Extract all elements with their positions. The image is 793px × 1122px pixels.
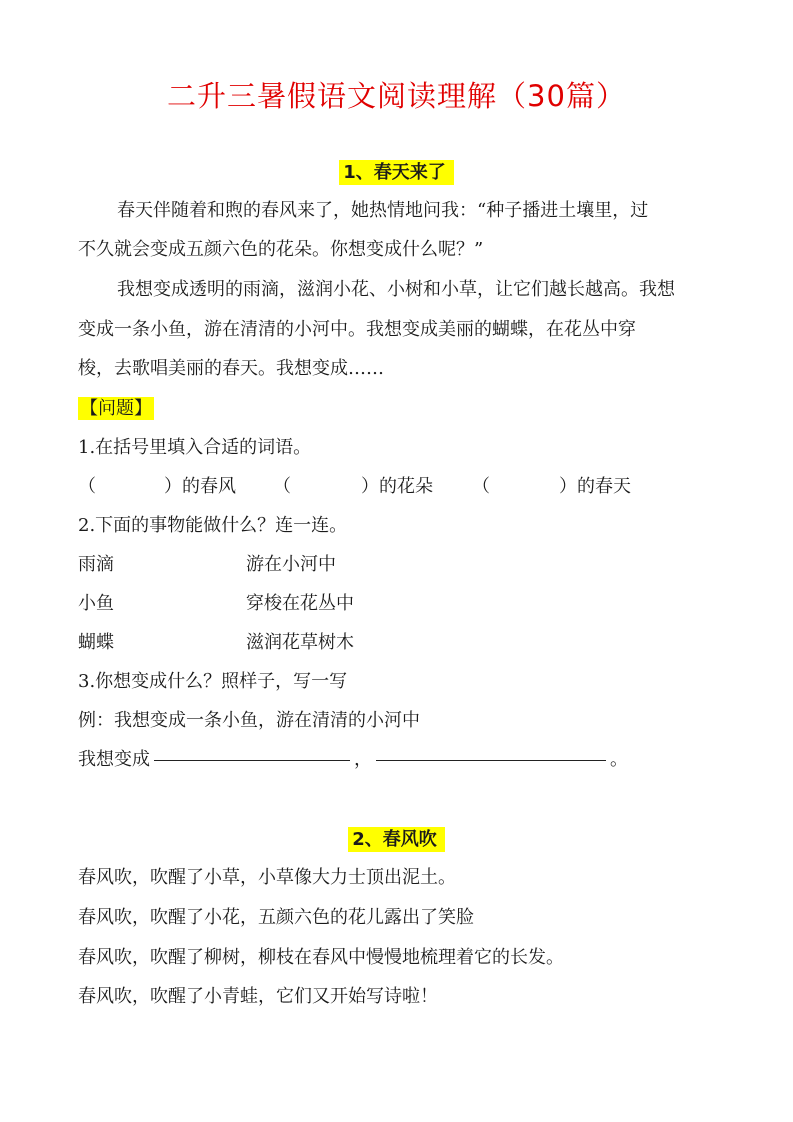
match-right-3: 滋润花草树木 <box>246 632 354 653</box>
question-1: 1.在括号里填入合适的词语。 <box>78 437 312 458</box>
section-2-heading: 2、春风吹 <box>0 825 793 851</box>
match-left-3: 蝴蝶 <box>78 632 114 653</box>
questions-label: 【问题】 <box>80 398 152 419</box>
question-2: 2.下面的事物能做什么？连一连。 <box>78 515 348 536</box>
match-right-2: 穿梭在花丛中 <box>246 593 354 614</box>
section-1-paragraph-2-line-3: 梭，去歌唱美丽的春天。我想变成…… <box>78 358 384 379</box>
question-3-example: 例：我想变成一条小鱼，游在清清的小河中 <box>78 710 420 731</box>
match-right-1: 游在小河中 <box>246 554 336 575</box>
question-1-blanks <box>78 475 718 499</box>
document-title: 二升三暑假语文阅读理解（30篇） <box>167 79 626 113</box>
question-3: 3.你想变成什么？照样子，写一写 <box>78 671 348 692</box>
match-row-3 <box>78 631 478 655</box>
blank-3-close: ）的春天 <box>559 476 631 497</box>
blank-2-open: （ <box>273 476 291 497</box>
section-1-paragraph-2-line-1: 我想变成透明的雨滴，滋润小花、小树和小草，让它们越长越高。我想 <box>117 279 675 300</box>
blank-1-close: ）的春风 <box>164 476 236 497</box>
answer-blank-1[interactable] <box>154 760 350 761</box>
question-3-answer-line <box>78 748 628 772</box>
section-1-paragraph-1-line-2: 不久就会变成五颜六色的花朵。你想变成什么呢？” <box>78 239 484 260</box>
match-left-1: 雨滴 <box>78 554 114 575</box>
blank-3-open: （ <box>472 476 490 497</box>
blank-1-open: （ <box>78 476 96 497</box>
answer-blank-2[interactable] <box>376 760 606 761</box>
answer-prefix: 我想变成 <box>78 749 150 770</box>
section-1-paragraph-1-line-1: 春天伴随着和煦的春风来了，她热情地问我：“种子播进土壤里，过 <box>117 200 649 221</box>
section-2-line-3: 春风吹，吹醒了柳树，柳枝在春风中慢慢地梳理着它的长发。 <box>78 947 564 968</box>
match-left-2: 小鱼 <box>78 593 114 614</box>
section-2-line-2: 春风吹，吹醒了小花，五颜六色的花儿露出了笑脸 <box>78 907 474 928</box>
blank-2-close: ）的花朵 <box>361 476 433 497</box>
answer-period: 。 <box>610 749 628 770</box>
section-1-heading: 1、春天来了 <box>0 158 793 184</box>
section-1-paragraph-2-line-2: 变成一条小鱼，游在清清的小河中。我想变成美丽的蝴蝶，在花丛中穿 <box>78 319 636 340</box>
section-2-line-4: 春风吹，吹醒了小青蛙，它们又开始写诗啦！ <box>78 986 438 1007</box>
section-2-line-1: 春风吹，吹醒了小草，小草像大力士顶出泥土。 <box>78 867 456 888</box>
answer-comma: ， <box>354 749 372 770</box>
match-row-2 <box>78 592 478 616</box>
match-row-1 <box>78 553 478 577</box>
